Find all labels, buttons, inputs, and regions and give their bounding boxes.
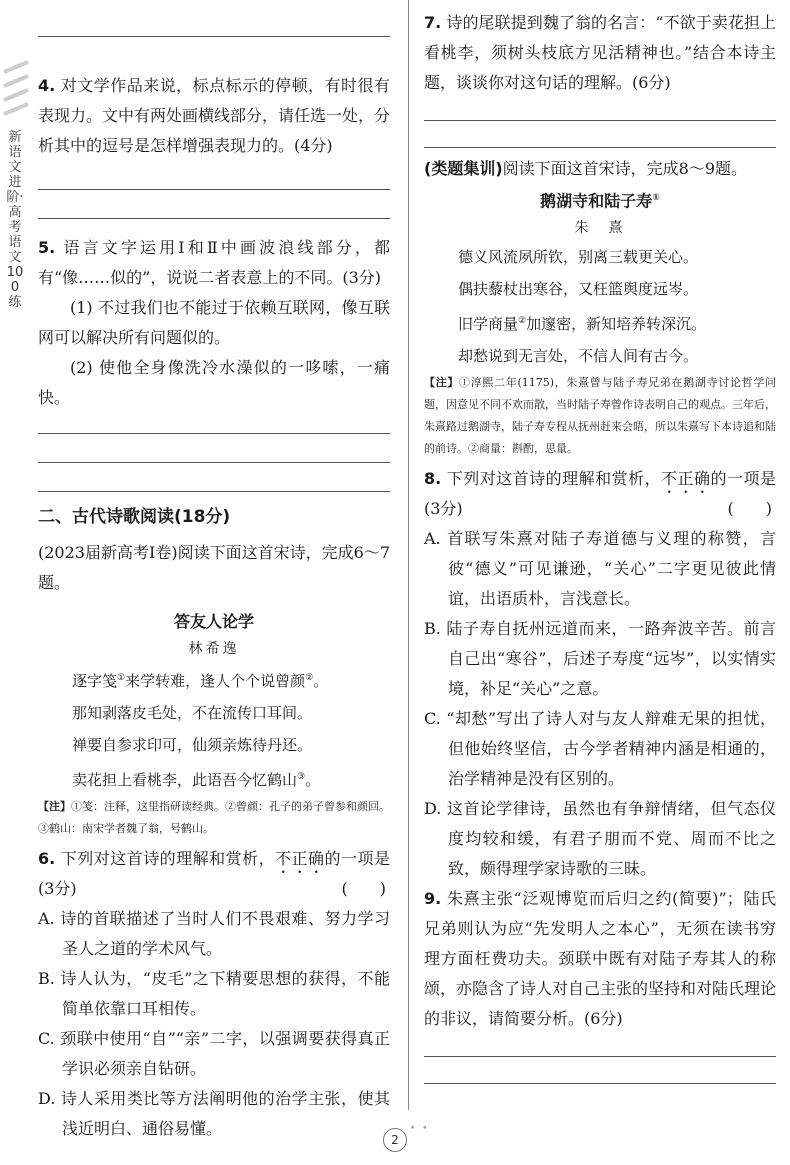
question-7 xyxy=(424,8,776,98)
footnote-marker: ③ xyxy=(297,772,306,782)
answer-parentheses: ( ) xyxy=(727,499,772,519)
poem-line-text: 旧学商量 xyxy=(458,315,519,334)
question-5-item-2: (2) 使他全身像洗冷水澡似的一哆嗦，一痛快。 xyxy=(38,358,390,407)
page-number: 2 xyxy=(383,1128,407,1152)
note-tag: 【注】 xyxy=(38,800,71,813)
poem-line-text: 卖花担上看桃李，此语吾今忆鹤山 xyxy=(72,771,298,789)
footnote-marker: ① xyxy=(652,193,660,203)
emphasis-char: 不 xyxy=(275,849,292,868)
question-number: 4. xyxy=(38,76,56,95)
series-side-label: 新语文进阶·高考语文100练 xyxy=(6,130,24,310)
poem-title-text: 鹅湖寺和陆子寿 xyxy=(540,191,653,211)
poem-line-3 xyxy=(424,305,776,340)
question-4 xyxy=(38,71,390,161)
question-text: 对文学作品来说，标点标示的停顿，有时很有表现力。文中有两处画横线部分，请任选一处，分析其中的逗号是怎样增强表现力的。(4分) xyxy=(38,76,391,155)
question-text: 的一项是(3分) xyxy=(38,849,390,898)
poem-line-4 xyxy=(38,761,390,796)
emphasis-char: 确 xyxy=(308,849,325,868)
poem-note xyxy=(38,796,390,840)
question-number: 7. xyxy=(424,13,442,32)
poem-note xyxy=(424,372,776,460)
question-number: 9. xyxy=(424,889,442,909)
question-number: 5. xyxy=(38,238,56,257)
footnote-marker: ② xyxy=(305,673,314,683)
section-intro: (2023届新高考Ⅰ卷)阅读下面这首宋诗，完成6～7题。 xyxy=(38,543,390,592)
question-6 xyxy=(38,844,390,904)
poem-line-1: 德义风流夙所钦，别离三载更关心。 xyxy=(458,248,699,267)
emphasis-char: 正 xyxy=(291,849,309,868)
answer-parentheses: ( ) xyxy=(341,879,386,898)
note-text: ①淳熙二年(1175)，朱熹曾与陆子寿兄弟在鹅湖寺讨论哲学问题，因意见不同不欢而散，当时陆子寿曾作诗表明自己的观点。三年后，朱熹路过鹅湖寺，陆子寿专程从抚州赶来会晤，所以朱熹写下本诗追和陆的前诗。②商量：斟酌，思量。 xyxy=(424,376,776,456)
question-text: 朱熹主张“泛观博览而后归之约(简要)”；陆氏兄弟则认为应“先发明人之本心”，无须在读书穷理方面枉费功夫。颈联中既有对陆子寿其人的称颂，亦隐含了诗人对自己主张的坚持和对陆氏理论的非议，请简要分析。(6分) xyxy=(424,889,777,1029)
poem-line-text: 。 xyxy=(313,672,329,690)
option-b: B. 诗人认为，“皮毛”之下精要思想的获得，不能简单依靠口耳相传。 xyxy=(38,969,390,1018)
poem-line-2: 偶扶藜杖出寒谷，又枉篮舆度远岑。 xyxy=(458,280,699,299)
question-5-item-1: (1) 不过我们也不能过于依赖互联网，像互联网可以解决所有问题似的。 xyxy=(38,298,390,347)
emphasis-char: 正 xyxy=(677,469,695,489)
poem-title xyxy=(424,184,776,215)
question-text: 下列对这首诗的理解和赏析， xyxy=(60,849,276,868)
note-text: ①笺：注释，这里指研读经典。②曾颜：孔子的弟子曾参和颜回。③鹤山：南宋学者魏了翁，号鹤山。 xyxy=(38,800,390,835)
poem-line-4: 却愁说到无言处，不信人间有古今。 xyxy=(458,347,699,366)
poem-author: 林希逸 xyxy=(188,641,240,657)
question-text: 语言文字运用Ⅰ和Ⅱ中画波浪线部分，都有“像……似的”，说说二者表意上的不同。(3分) xyxy=(38,238,390,287)
section-heading: 二、古代诗歌阅读(18分) xyxy=(38,507,231,527)
question-5 xyxy=(38,233,390,293)
intro-text: 阅读下面这首宋诗，完成8～9题。 xyxy=(502,159,748,178)
emphasis-char: 不 xyxy=(661,469,678,489)
poem-line-text: 来学转难，逢人个个说曾颜 xyxy=(125,672,306,690)
footnote-marker: ① xyxy=(117,673,126,683)
left-column xyxy=(38,0,390,1144)
right-column xyxy=(424,0,776,1084)
poem-line-text: 加邃密，新知培养转深沉。 xyxy=(526,315,707,334)
poem-title: 答友人论学 xyxy=(173,612,254,631)
intro-tag: (类题集训) xyxy=(424,159,503,178)
page-number-decoration: • • xyxy=(410,1124,430,1134)
footnote-marker: ② xyxy=(518,316,527,327)
question-number: 6. xyxy=(38,849,56,868)
answer-line xyxy=(424,1083,776,1084)
option-c: C. 颈联中使用“自”“亲”二字，以强调要获得真正学识必须亲自钻研。 xyxy=(38,1029,390,1078)
question-9 xyxy=(424,884,776,1034)
emphasis-char: 确 xyxy=(694,469,711,489)
side-stripes-decoration xyxy=(2,58,30,120)
poem-line-2: 那知剥落皮毛处，不在流传口耳间。 xyxy=(72,704,313,722)
poem-line-3: 禅要自参求印可，仙须亲炼待丹还。 xyxy=(72,736,313,754)
question-text: 的一项是(3分) xyxy=(424,469,776,519)
question-number: 8. xyxy=(424,469,442,489)
poem-line-1 xyxy=(38,662,390,697)
option-b: B. 陆子寿自抚州远道而来，一路奔波辛苦。前言自己出“寒谷”，后述子寿度“远岑”，以实情实境，补足“关心”之意。 xyxy=(424,619,776,699)
option-c: C. “却愁”写出了诗人对与友人辩难无果的担忧，但他始终坚信，古今学者精神内涵是相通的，治学精神是没有区别的。 xyxy=(424,709,776,789)
poem-line-text: 逐字笺 xyxy=(72,672,118,690)
question-text: 诗的尾联提到魏了翁的名言：“不欲于卖花担上看桃李，须树头枝底方见活精神也。”结合本诗主题，谈谈你对这句话的理解。(6分) xyxy=(424,13,776,92)
poem-line-text: 。 xyxy=(305,771,321,789)
question-8 xyxy=(424,464,776,524)
question-text: 下列对这首诗的理解和赏析， xyxy=(446,469,662,489)
note-tag: 【注】 xyxy=(424,376,460,390)
option-a: A. 诗的首联描述了当时人们不畏艰难、努力学习圣人之道的学术风气。 xyxy=(38,909,390,958)
option-d: D. 诗人采用类比等方法阐明他的治学主张，使其浅近明白、通俗易懂。 xyxy=(38,1089,390,1138)
poem-author: 朱 熹 xyxy=(574,220,626,237)
section-intro xyxy=(424,154,776,184)
option-d: D. 这首论学律诗，虽然也有争辩情绪，但气态仪度均较和缓，有君子朋而不党、周而不比之致，颇得理学家诗歌的三昧。 xyxy=(424,799,776,879)
column-divider xyxy=(408,0,409,1110)
option-a: A. 首联写朱熹对陆子寿道德与义理的称赞，言彼“德义”可见谦逊，“关心”二字更见彼此情谊，出语质朴，言浅意长。 xyxy=(424,529,776,609)
